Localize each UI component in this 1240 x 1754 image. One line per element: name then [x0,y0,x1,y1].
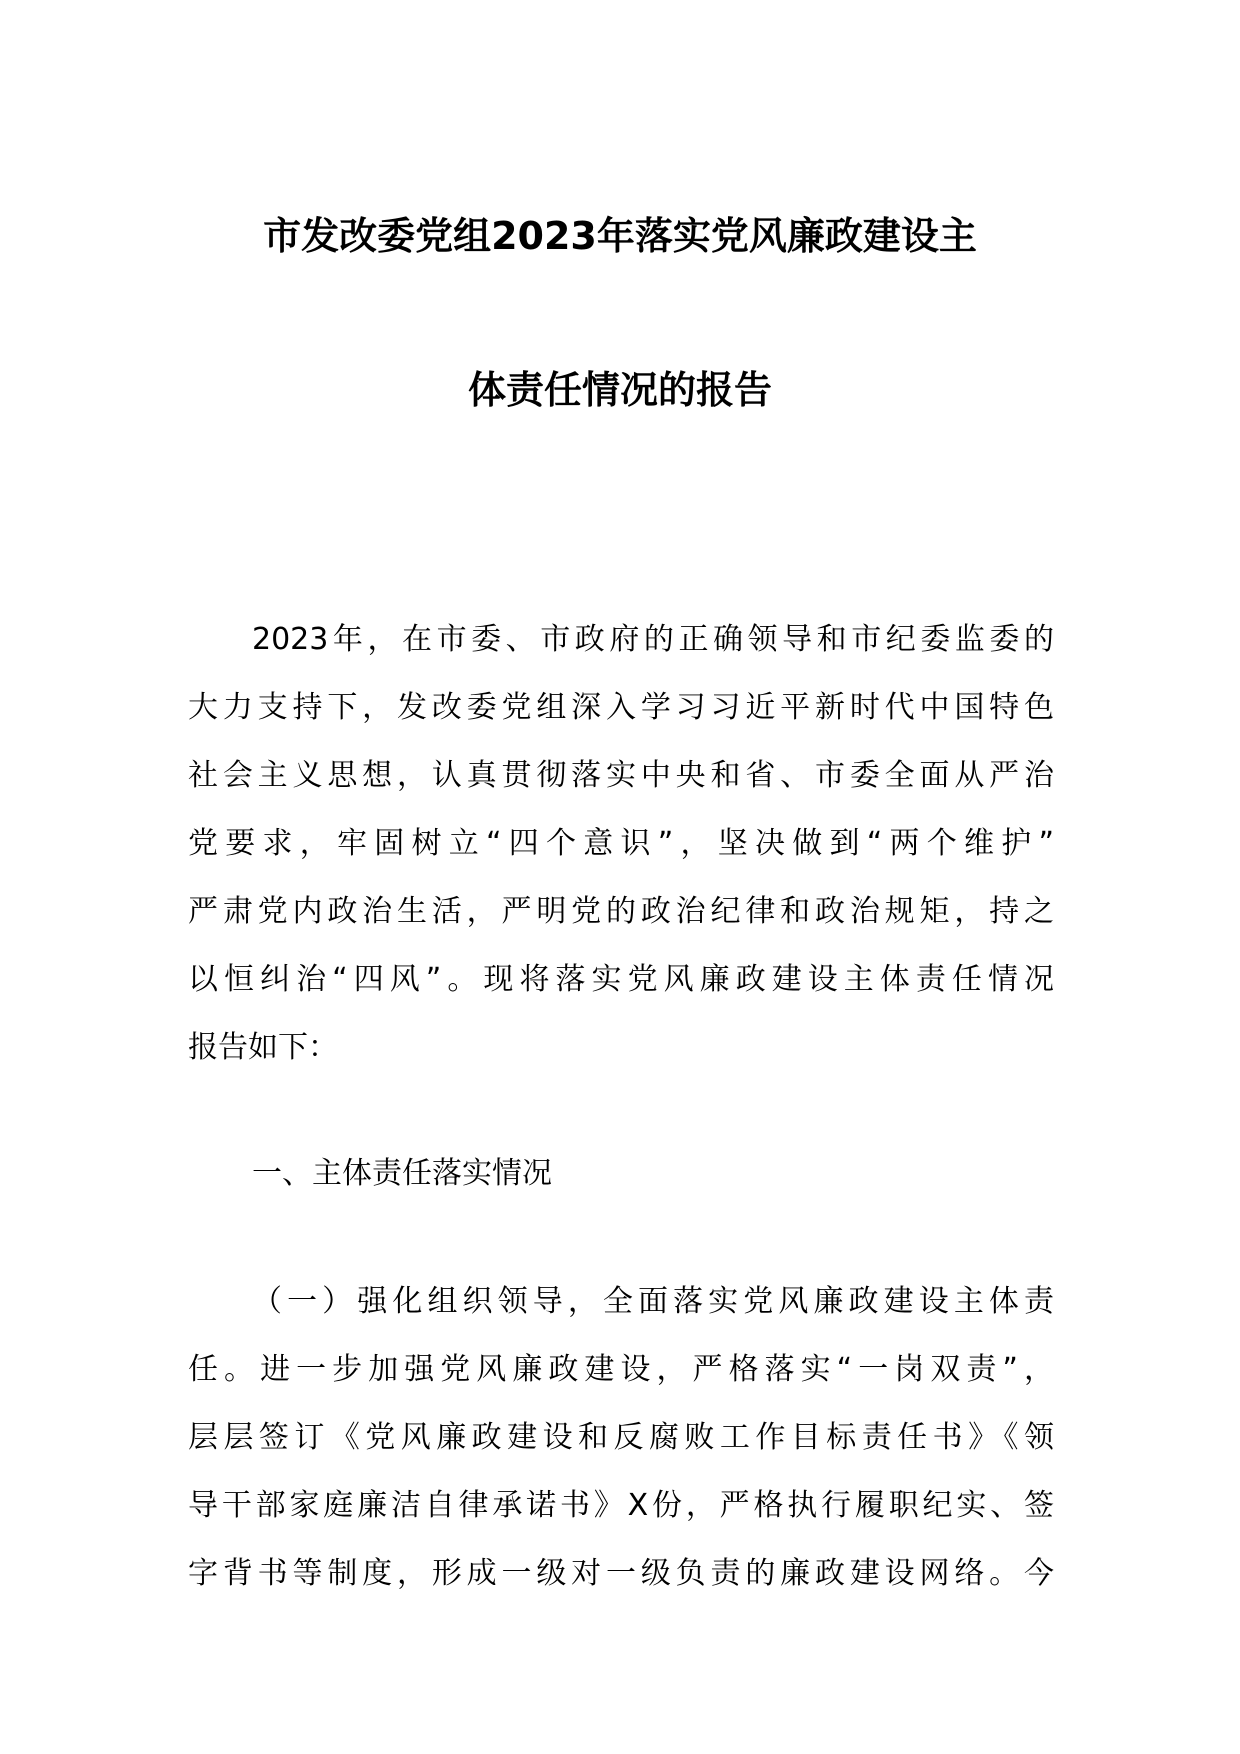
paragraph-line: 层层签订《党风廉政建设和反腐败工作目标责任书》《领 [188,1420,1054,1455]
intro-paragraph [188,606,1054,1082]
paragraph-line: 严肃党内政治生活，严明党的政治纪律和政治规矩，持之 [188,894,1054,929]
paragraph-line: 任。进一步加强党风廉政建设，严格落实“一岗双责”， [188,1352,1054,1387]
paragraph-line: 2023年，在市委、市政府的正确领导和市纪委监委的 [252,622,1054,657]
document-title-line-2: 体责任情况的报告 [467,368,772,412]
paragraph-line: 报告如下： [188,1030,338,1065]
document-title-line-1: 市发改委党组2023年落实党风廉政建设主 [263,214,977,258]
paragraph-line: （一）强化组织领导，全面落实党风廉政建设主体责 [252,1284,1054,1319]
paragraph-line: 党要求，牢固树立“四个意识”，坚决做到“两个维护” [188,826,1054,861]
paragraph-line: 大力支持下，发改委党组深入学习习近平新时代中国特色 [188,690,1054,725]
paragraph-line: 以恒纠治“四风”。现将落实党风廉政建设主体责任情况 [188,962,1054,997]
section-heading: 一、主体责任落实情况 [252,1156,552,1191]
paragraph-line: 字背书等制度，形成一级对一级负责的廉政建设网络。今 [188,1556,1054,1591]
paragraph-line: 社会主义思想，认真贯彻落实中央和省、市委全面从严治 [188,758,1054,793]
subsection-paragraph [188,1268,1054,1608]
paragraph-line: 导干部家庭廉洁自律承诺书》X份，严格执行履职纪实、签 [188,1488,1054,1523]
